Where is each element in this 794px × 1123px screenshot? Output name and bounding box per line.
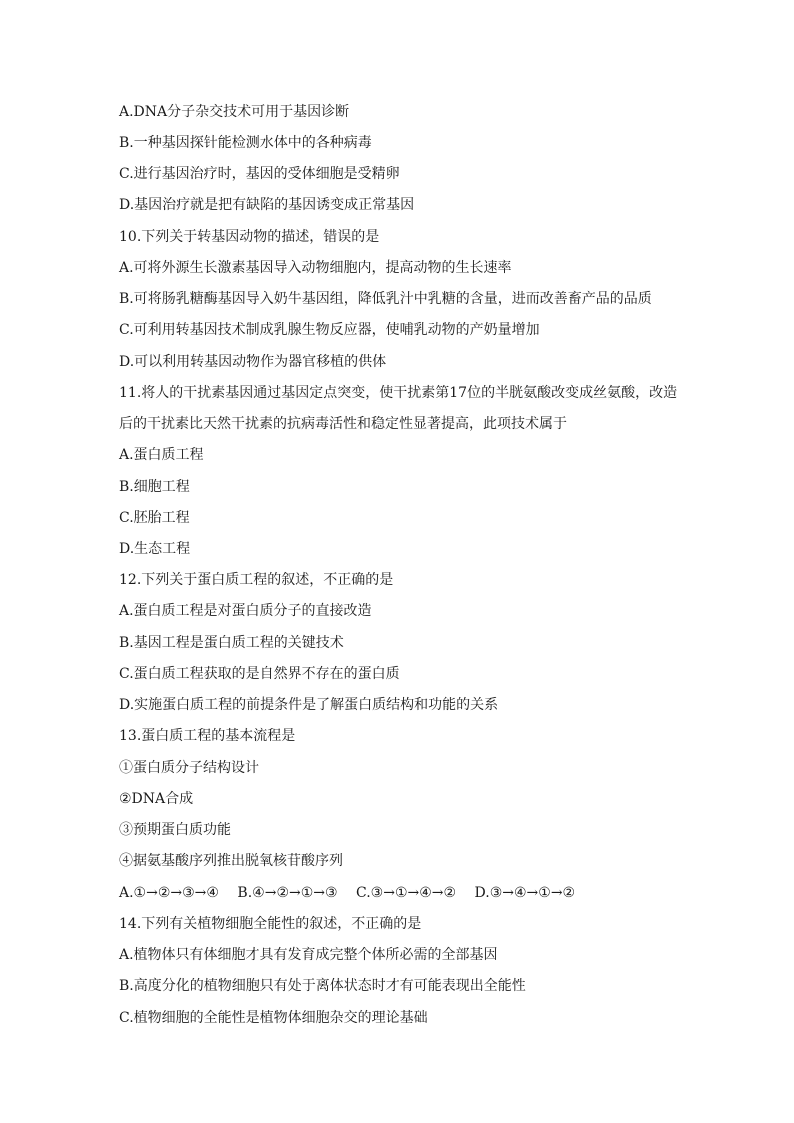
q14-stem: 14.下列有关植物细胞全能性的叙述，不正确的是: [119, 916, 422, 932]
q10-option-b: B.可将肠乳糖酶基因导入奶牛基因组，降低乳汁中乳糖的含量，进而改善畜产品的品质: [119, 291, 652, 307]
q11-stem-line1: 11.将人的干扰素基因通过基因定点突变，使干扰素第17位的半胱氨酸改变成丝氨酸，改造: [119, 385, 678, 401]
q13-step-3: ③预期蛋白质功能: [119, 822, 231, 838]
q13-option-a: A.①→②→③→④: [119, 885, 219, 901]
q12-option-a: A.蛋白质工程是对蛋白质分子的直接改造: [119, 603, 372, 619]
q11-option-a: A.蛋白质工程: [119, 447, 204, 463]
q11-stem-line2: 后的干扰素比天然干扰素的抗病毒活性和稳定性显著提高，此项技术属于: [119, 416, 567, 432]
q13-step-4: ④据氨基酸序列推出脱氧核苷酸序列: [119, 853, 343, 869]
q13-options-row: [119, 884, 589, 902]
q13-step-2: ②DNA合成: [119, 791, 194, 807]
q11-option-c: C.胚胎工程: [119, 510, 190, 526]
q12-stem: 12.下列关于蛋白质工程的叙述，不正确的是: [119, 572, 394, 588]
q9-option-c: C.进行基因治疗时，基因的受体细胞是受精卵: [119, 166, 400, 182]
q9-option-a: A.DNA分子杂交技术可用于基因诊断: [119, 104, 350, 120]
q12-option-c: C.蛋白质工程获取的是自然界不存在的蛋白质: [119, 666, 400, 682]
q13-step-1: ①蛋白质分子结构设计: [119, 760, 259, 776]
q12-option-d: D.实施蛋白质工程的前提条件是了解蛋白质结构和功能的关系: [119, 697, 499, 713]
q13-option-c: C.③→①→④→②: [356, 885, 457, 901]
q11-option-b: B.细胞工程: [119, 479, 190, 495]
q13-stem: 13.蛋白质工程的基本流程是: [119, 728, 296, 744]
q9-option-b: B.一种基因探针能检测水体中的各种病毒: [119, 135, 372, 151]
q14-option-a: A.植物体只有体细胞才具有发育成完整个体所必需的全部基因: [119, 947, 498, 963]
q10-option-c: C.可利用转基因技术制成乳腺生物反应器，使哺乳动物的产奶量增加: [119, 322, 540, 338]
q14-option-b: B.高度分化的植物细胞只有处于离体状态时才有可能表现出全能性: [119, 978, 526, 994]
q13-option-b: B.④→②→①→③: [237, 885, 338, 901]
q11-option-d: D.生态工程: [119, 541, 191, 557]
q13-option-d: D.③→④→①→②: [474, 885, 576, 901]
q10-option-d: D.可以利用转基因动物作为器官移植的供体: [119, 354, 387, 370]
q10-option-a: A.可将外源生长激素基因导入动物细胞内，提高动物的生长速率: [119, 260, 512, 276]
q10-stem: 10.下列关于转基因动物的描述，错误的是: [119, 229, 380, 245]
q12-option-b: B.基因工程是蛋白质工程的关键技术: [119, 635, 344, 651]
q9-option-d: D.基因治疗就是把有缺陷的基因诱变成正常基因: [119, 197, 415, 213]
q14-option-c: C.植物细胞的全能性是植物体细胞杂交的理论基础: [119, 1010, 428, 1026]
